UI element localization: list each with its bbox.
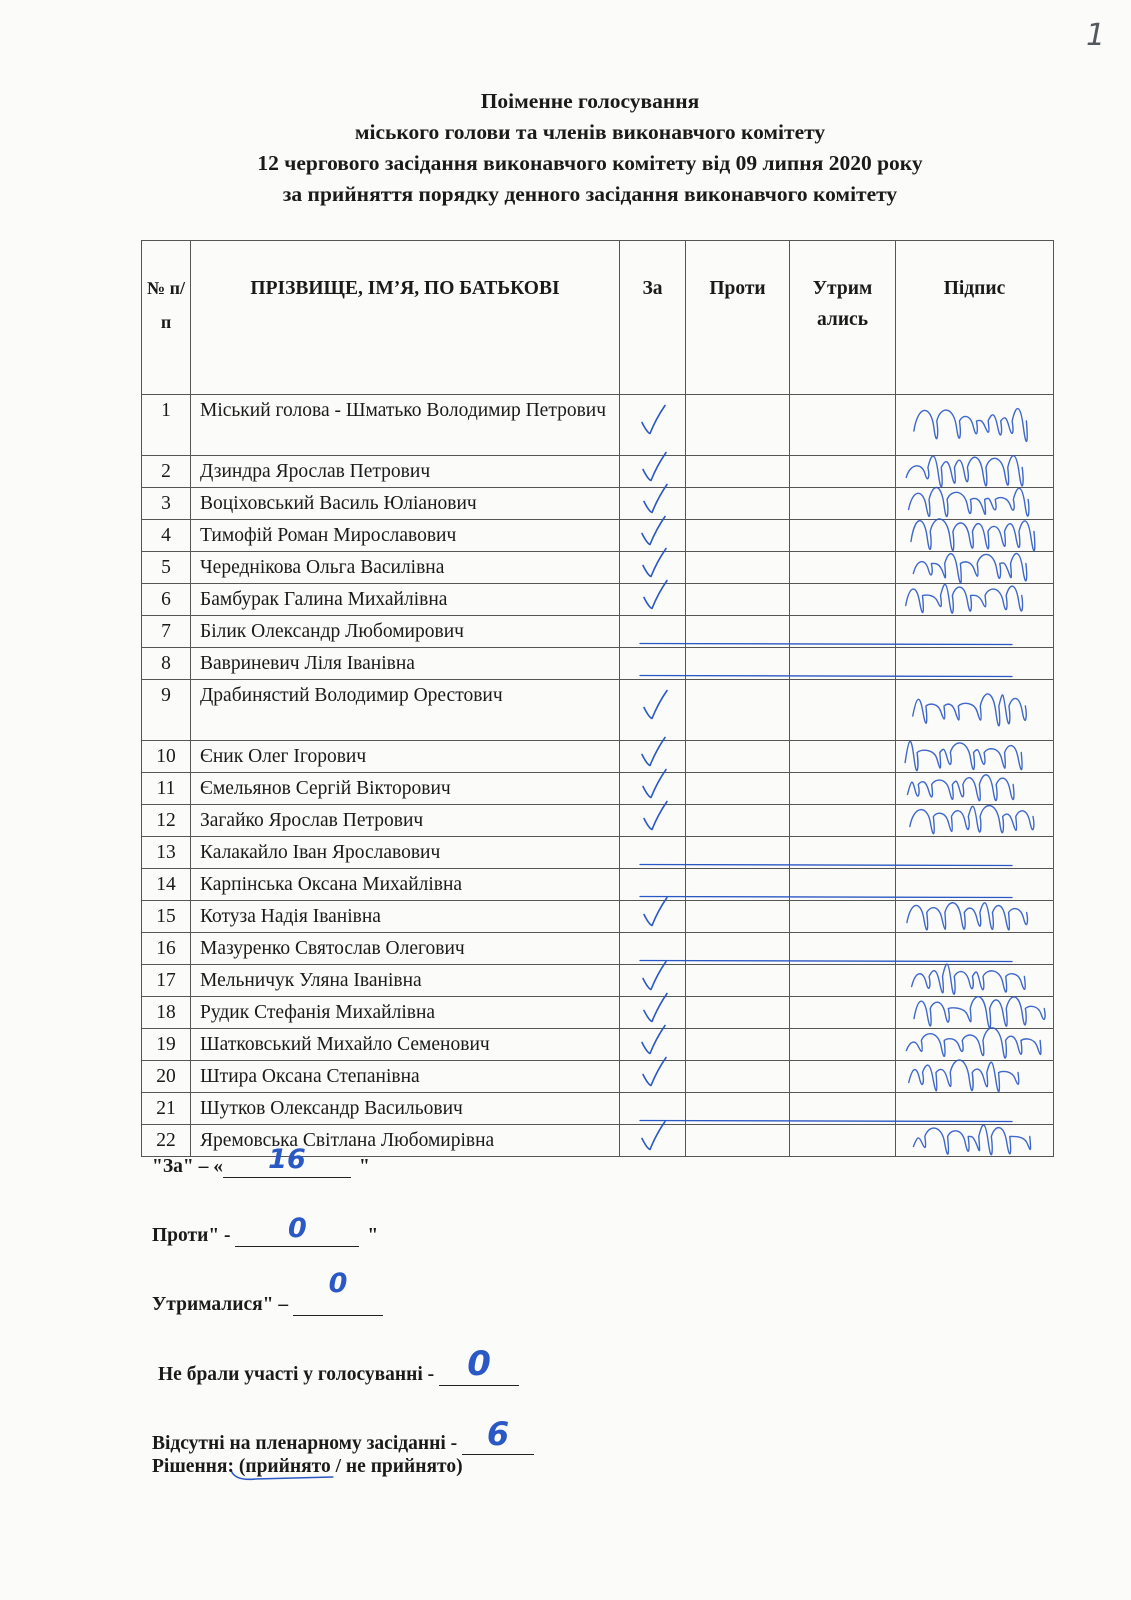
check-mark-icon [644,802,667,830]
total-for-close: " [358,1156,370,1177]
row-number: 12 [142,805,191,837]
title-line-2: міського голови та членів виконавчого комітету [354,120,826,144]
row-number: 10 [142,741,191,773]
absent-dash-line [640,1121,1012,1122]
total-abstained-value: 0 [328,1268,348,1299]
row-number: 8 [142,648,191,680]
row-name: Карпінська Оксана Михайлівна [191,869,620,901]
check-mark-icon [644,691,667,719]
signature-1 [914,409,1027,442]
total-for-label: "За" – « [152,1156,223,1177]
row-name: Бамбурак Галина Михайлівна [191,584,620,616]
signature-20 [909,1060,1019,1092]
page-number: 1 [1086,18,1106,53]
row-number: 20 [142,1061,191,1093]
row-name: Мазуренко Святослав Олегович [191,933,620,965]
row-number: 5 [142,552,191,584]
total-for-blank [223,1144,351,1178]
check-mark-icon [642,517,665,545]
header-against: Проти [686,241,790,395]
row-name: Дзиндра Ярослав Петрович [191,456,620,488]
total-against-label: Проти" - [152,1225,236,1246]
row-number: 2 [142,456,191,488]
signature-15 [907,903,1027,930]
absent-dash-line [640,897,1012,898]
check-mark-icon [642,1122,665,1150]
row-name: Мельничук Уляна Іванівна [191,965,620,997]
row-number: 14 [142,869,191,901]
row-name: Ємельянов Сергій Вікторович [191,773,620,805]
row-name: Єник Олег Ігорович [191,741,620,773]
absent-dash-line [640,644,1012,645]
signature-11 [907,775,1013,801]
check-mark-icon [643,962,666,990]
signature-3 [909,488,1029,517]
total-not-participated [158,1344,519,1386]
row-number: 19 [142,1029,191,1061]
row-name: Драбинястий Володимир Орестович [191,680,620,741]
row-number: 7 [142,616,191,648]
row-number: 4 [142,520,191,552]
header-number: № п/п [142,241,191,395]
absent-label: Відсутні на пленарному засіданні - [152,1433,462,1454]
signature-10 [905,741,1022,770]
row-name: Тимофій Роман Мирославович [191,520,620,552]
row-number: 17 [142,965,191,997]
row-number: 22 [142,1125,191,1157]
not-participated-blank [439,1344,519,1386]
row-name: Вавриневич Ліля Іванівна [191,648,620,680]
signature-17 [912,964,1026,994]
row-number: 6 [142,584,191,616]
absent-dash-line [640,865,1012,866]
total-against-close: " [367,1225,379,1246]
signature-12 [910,806,1034,834]
absent-dash-line [640,676,1012,677]
check-mark-icon [643,453,666,481]
signature-4 [911,519,1035,551]
header-for: За [620,241,686,395]
header-name: ПРІЗВИЩЕ, ІМ’Я, ПО БАТЬКОВІ [191,241,620,395]
absent-value: 6 [486,1415,510,1453]
row-number: 16 [142,933,191,965]
row-name: Штира Оксана Степанівна [191,1061,620,1093]
row-name: Котуза Надія Іванівна [191,901,620,933]
total-abstained-blank [293,1268,383,1316]
signature-2 [906,456,1023,487]
decision-rest: / не прийнято) [330,1456,463,1477]
header-abstained: Утрим ались [790,241,896,395]
header-signature: Підпис [896,241,1054,395]
not-participated-label: Не брали участі у голосуванні - [158,1364,440,1385]
row-number: 15 [142,901,191,933]
row-number: 9 [142,680,191,741]
decision-accepted: прийнято [245,1456,331,1477]
row-number: 21 [142,1093,191,1125]
title-line-4: за прийняття порядку денного засідання виконавчого комітету [282,182,898,206]
row-name: Череднікова Ольга Василівна [191,552,620,584]
signature-19 [906,1028,1041,1058]
total-against [152,1213,379,1247]
row-number: 18 [142,997,191,1029]
row-number: 13 [142,837,191,869]
row-name: Воціховський Василь Юліанович [191,488,620,520]
signature-5 [913,554,1026,584]
decision [152,1456,463,1478]
total-for-value: 16 [268,1144,306,1175]
row-name: Шутков Олександр Васильович [191,1093,620,1125]
row-name: Рудик Стефанія Михайлівна [191,997,620,1029]
row-name: Яремовська Світлана Любомирівна [191,1125,620,1157]
total-against-value: 0 [287,1213,307,1244]
check-mark-icon [642,738,665,766]
check-mark-icon [643,549,666,577]
row-name: Загайко Ярослав Петрович [191,805,620,837]
check-mark-icon [644,581,667,609]
signature-9 [913,694,1026,726]
check-mark-icon [643,770,666,798]
title-line-3: 12 чергового засідання виконавчого комітету від 09 липня 2020 року [257,151,923,175]
check-mark-icon [644,994,667,1022]
signature-22 [913,1125,1030,1155]
signature-18 [914,997,1045,1029]
check-mark-icon [642,406,665,434]
decision-label: Рішення: ( [152,1456,246,1477]
check-mark-icon [642,1026,665,1054]
signature-6 [906,584,1023,613]
check-mark-icon [644,898,667,926]
check-mark-icon [644,485,667,513]
row-name: Білик Олександр Любомирович [191,616,620,648]
row-name: Шатковський Михайло Семенович [191,1029,620,1061]
row-number: 3 [142,488,191,520]
total-for [152,1144,370,1178]
row-number: 1 [142,395,191,456]
row-number: 11 [142,773,191,805]
row-name: Міський голова - Шматько Володимир Петрович [191,395,620,456]
total-abstained [152,1268,383,1316]
total-abstained-label: Утрималися" – [152,1294,293,1315]
absent-blank [462,1415,534,1455]
absent-dash-line [640,961,1012,962]
title-line-1: Поіменне голосування [480,89,700,113]
check-mark-icon [643,1058,666,1086]
total-against-blank [235,1213,359,1247]
not-participated-value: 0 [467,1344,491,1384]
total-absent [152,1415,534,1455]
row-name: Калакайло Іван Ярославович [191,837,620,869]
